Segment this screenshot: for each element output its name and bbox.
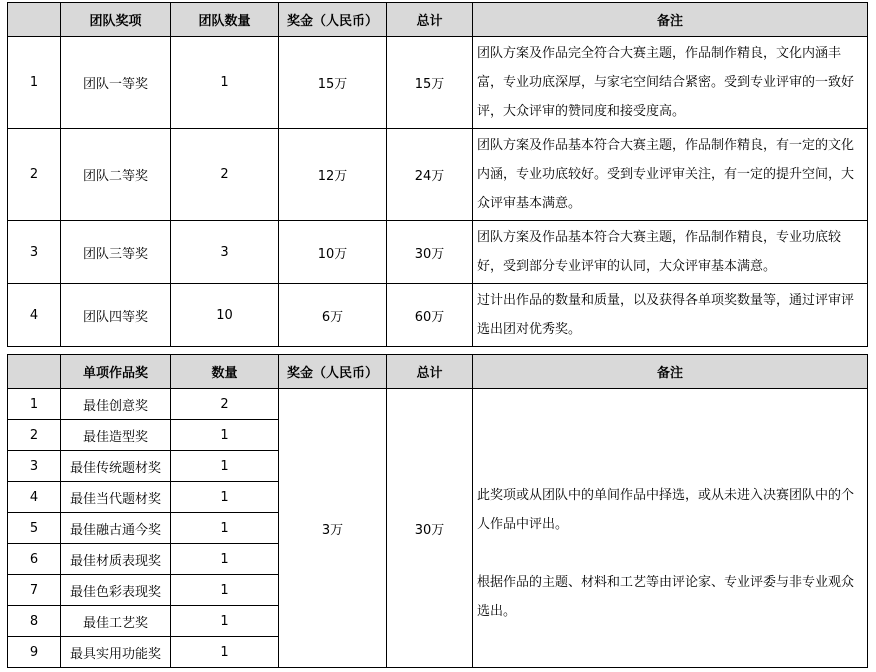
award-name: 最佳材质表现奖 xyxy=(61,544,171,575)
row-number: 1 xyxy=(8,37,61,129)
award-note xyxy=(473,389,868,668)
award-note-paragraph-2: 根据作品的主题、材料和工艺等由评论家、专业评委与非专业观众选出。 xyxy=(477,575,855,619)
award-name: 最佳工艺奖 xyxy=(61,606,171,637)
table-row xyxy=(8,221,868,284)
table-row xyxy=(8,389,868,420)
row-number: 5 xyxy=(8,513,61,544)
single-header-note: 备注 xyxy=(473,355,868,389)
team-count: 10 xyxy=(171,284,279,347)
bonus-amount: 12万 xyxy=(279,129,387,221)
single-header-row xyxy=(8,355,868,389)
team-header-bonus: 奖金（人民币） xyxy=(279,3,387,37)
bonus-amount: 6万 xyxy=(279,284,387,347)
team-count: 3 xyxy=(171,221,279,284)
award-name: 团队四等奖 xyxy=(61,284,171,347)
team-header-award: 团队奖项 xyxy=(61,3,171,37)
bonus-amount: 3万 xyxy=(279,389,387,668)
team-header-row xyxy=(8,3,868,37)
award-count: 1 xyxy=(171,451,279,482)
single-header-award: 单项作品奖 xyxy=(61,355,171,389)
row-number: 2 xyxy=(8,420,61,451)
table-row xyxy=(8,37,868,129)
total-amount: 30万 xyxy=(387,389,473,668)
single-header-count: 数量 xyxy=(171,355,279,389)
award-name: 最佳创意奖 xyxy=(61,389,171,420)
total-amount: 15万 xyxy=(387,37,473,129)
team-header-count: 团队数量 xyxy=(171,3,279,37)
table-row xyxy=(8,129,868,221)
award-count: 1 xyxy=(171,420,279,451)
award-note: 团队方案及作品基本符合大赛主题，作品制作精良，有一定的文化内涵，专业功底较好。受到专业评审关注，有一定的提升空间，大众评审基本满意。 xyxy=(473,129,868,221)
bonus-amount: 10万 xyxy=(279,221,387,284)
team-count: 2 xyxy=(171,129,279,221)
award-name: 团队一等奖 xyxy=(61,37,171,129)
award-count: 1 xyxy=(171,482,279,513)
row-number: 4 xyxy=(8,482,61,513)
award-name: 团队二等奖 xyxy=(61,129,171,221)
single-header-total: 总计 xyxy=(387,355,473,389)
row-number: 7 xyxy=(8,575,61,606)
row-number: 6 xyxy=(8,544,61,575)
award-name: 最佳造型奖 xyxy=(61,420,171,451)
total-amount: 60万 xyxy=(387,284,473,347)
single-awards-table xyxy=(7,354,868,668)
award-count: 2 xyxy=(171,389,279,420)
award-count: 1 xyxy=(171,544,279,575)
award-note-paragraph-1: 此奖项或从团队中的单间作品中择选，或从未进入决赛团队中的个人作品中评出。 xyxy=(477,488,855,532)
total-amount: 30万 xyxy=(387,221,473,284)
award-note: 团队方案及作品基本符合大赛主题，作品制作精良，专业功底较好，受到部分专业评审的认同，大众评审基本满意。 xyxy=(473,221,868,284)
team-header-no xyxy=(8,3,61,37)
award-name: 最佳当代题材奖 xyxy=(61,482,171,513)
row-number: 2 xyxy=(8,129,61,221)
row-number: 1 xyxy=(8,389,61,420)
award-name: 最具实用功能奖 xyxy=(61,637,171,668)
row-number: 4 xyxy=(8,284,61,347)
single-header-no xyxy=(8,355,61,389)
team-count: 1 xyxy=(171,37,279,129)
award-name: 最佳融古通今奖 xyxy=(61,513,171,544)
award-count: 1 xyxy=(171,637,279,668)
single-header-bonus: 奖金（人民币） xyxy=(279,355,387,389)
award-count: 1 xyxy=(171,513,279,544)
row-number: 3 xyxy=(8,221,61,284)
bonus-amount: 15万 xyxy=(279,37,387,129)
row-number: 3 xyxy=(8,451,61,482)
team-header-note: 备注 xyxy=(473,3,868,37)
award-name: 团队三等奖 xyxy=(61,221,171,284)
table-row xyxy=(8,284,868,347)
award-name: 最佳传统题材奖 xyxy=(61,451,171,482)
award-note: 团队方案及作品完全符合大赛主题，作品制作精良，文化内涵丰富，专业功底深厚，与家宅空间结合紧密。受到专业评审的一致好评，大众评审的赞同度和接受度高。 xyxy=(473,37,868,129)
team-header-total: 总计 xyxy=(387,3,473,37)
row-number: 8 xyxy=(8,606,61,637)
award-count: 1 xyxy=(171,575,279,606)
total-amount: 24万 xyxy=(387,129,473,221)
team-awards-table xyxy=(7,2,868,347)
award-name: 最佳色彩表现奖 xyxy=(61,575,171,606)
row-number: 9 xyxy=(8,637,61,668)
award-note: 过计出作品的数量和质量，以及获得各单项奖数量等，通过评审评选出团对优秀奖。 xyxy=(473,284,868,347)
award-count: 1 xyxy=(171,606,279,637)
